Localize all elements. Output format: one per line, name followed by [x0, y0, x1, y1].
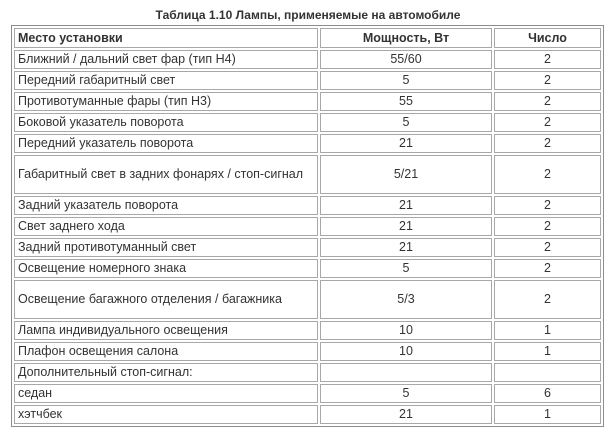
- table-row: [14, 342, 601, 361]
- cell-place: Передний габаритный свет: [14, 71, 318, 90]
- cell-place: Лампа индивидуального освещения: [14, 321, 318, 340]
- cell-power: 21: [320, 238, 492, 257]
- cell-count: 1: [494, 405, 601, 424]
- table-row: [14, 134, 601, 153]
- cell-place: Плафон освещения салона: [14, 342, 318, 361]
- table-row: [14, 405, 601, 424]
- table-header-row: [14, 28, 601, 48]
- table-row: [14, 280, 601, 319]
- cell-count: 2: [494, 155, 601, 194]
- cell-place: седан: [14, 384, 318, 403]
- cell-place: хэтчбек: [14, 405, 318, 424]
- cell-place: Свет заднего хода: [14, 217, 318, 236]
- table-row: [14, 196, 601, 215]
- cell-place: Освещение багажного отделения / багажника: [14, 280, 318, 319]
- cell-count: 2: [494, 238, 601, 257]
- table-row: [14, 113, 601, 132]
- cell-count: 2: [494, 113, 601, 132]
- cell-count: 2: [494, 280, 601, 319]
- cell-power: 10: [320, 321, 492, 340]
- table-row: [14, 321, 601, 340]
- cell-power: 21: [320, 217, 492, 236]
- table-body: [14, 50, 601, 424]
- cell-count: 1: [494, 342, 601, 361]
- cell-power: 5: [320, 113, 492, 132]
- cell-count: 2: [494, 71, 601, 90]
- table-caption: Таблица 1.10 Лампы, применяемые на автомобиле: [155, 8, 461, 22]
- cell-place: Передний указатель поворота: [14, 134, 318, 153]
- cell-count: 6: [494, 384, 601, 403]
- table-row: [14, 71, 601, 90]
- lamps-table-frame: [11, 25, 604, 427]
- table-row: [14, 50, 601, 69]
- table-row: [14, 92, 601, 111]
- cell-power: 5/21: [320, 155, 492, 194]
- header-count: Число: [494, 28, 601, 48]
- cell-power: 55/60: [320, 50, 492, 69]
- cell-count: 2: [494, 92, 601, 111]
- cell-place: Ближний / дальний свет фар (тип H4): [14, 50, 318, 69]
- cell-power: 21: [320, 134, 492, 153]
- cell-place: Дополнительный стоп-сигнал:: [14, 363, 318, 382]
- cell-count: 2: [494, 196, 601, 215]
- cell-power: 21: [320, 196, 492, 215]
- header-power: Мощность, Вт: [320, 28, 492, 48]
- cell-power: 55: [320, 92, 492, 111]
- cell-count: [494, 363, 601, 382]
- cell-place: Освещение номерного знака: [14, 259, 318, 278]
- cell-count: 2: [494, 50, 601, 69]
- cell-power: [320, 363, 492, 382]
- cell-place: Габаритный свет в задних фонарях / стоп-сигнал: [14, 155, 318, 194]
- table-row: [14, 384, 601, 403]
- cell-count: 2: [494, 217, 601, 236]
- cell-place: Противотуманные фары (тип H3): [14, 92, 318, 111]
- table-row: [14, 363, 601, 382]
- table-row: [14, 238, 601, 257]
- cell-count: 2: [494, 134, 601, 153]
- cell-count: 1: [494, 321, 601, 340]
- cell-place: Задний указатель поворота: [14, 196, 318, 215]
- cell-power: 5: [320, 71, 492, 90]
- table-row: [14, 155, 601, 194]
- table-row: [14, 259, 601, 278]
- cell-power: 5: [320, 384, 492, 403]
- cell-power: 10: [320, 342, 492, 361]
- lamps-table: [12, 26, 603, 426]
- table-row: [14, 217, 601, 236]
- cell-place: Задний противотуманный свет: [14, 238, 318, 257]
- header-place: Место установки: [14, 28, 318, 48]
- cell-power: 5: [320, 259, 492, 278]
- cell-power: 5/3: [320, 280, 492, 319]
- cell-power: 21: [320, 405, 492, 424]
- cell-place: Боковой указатель поворота: [14, 113, 318, 132]
- cell-count: 2: [494, 259, 601, 278]
